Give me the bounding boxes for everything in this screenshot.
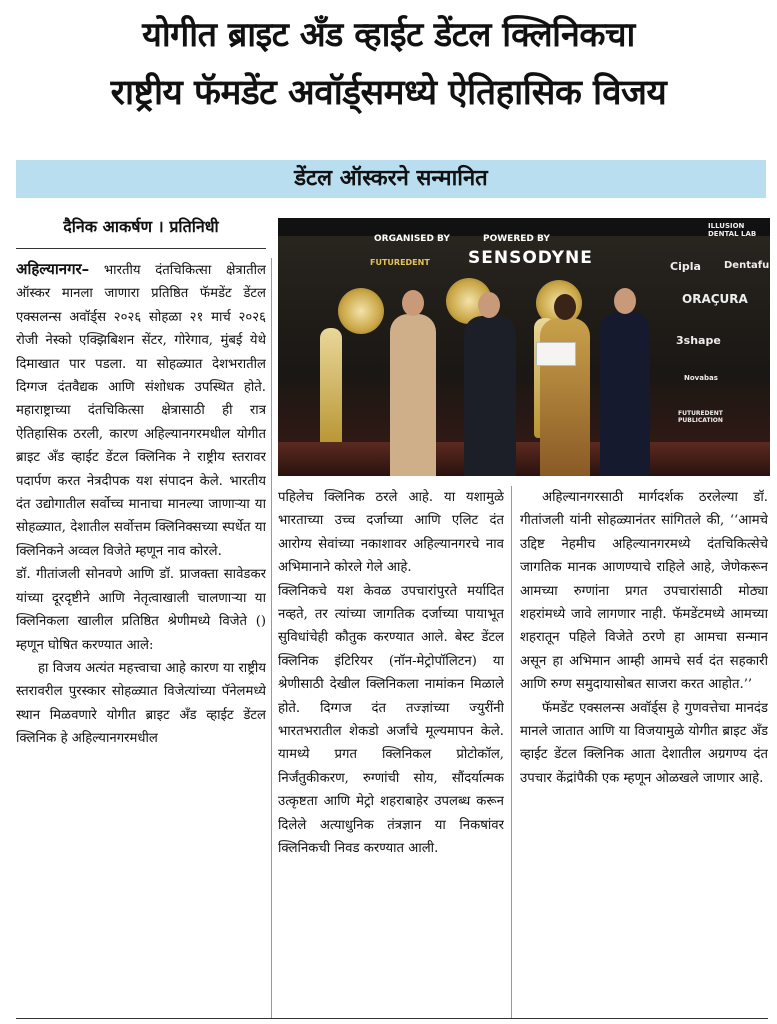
person-2 [464, 316, 516, 476]
headline-line-1: योगीत ब्राइट अँड व्हाईट डेंटल क्लिनिकचा [142, 15, 635, 55]
paragraph: पहिलेच क्लिनिक ठरले आहे. या यशामुळे भारताच्या उच्च दर्जाच्या आणि एलिट दंत आरोग्य सेवांच्या नकाशावर अहिल्यानगरचे नाव अभिमानाने कोरले गेले आहे. [278, 490, 504, 576]
paragraph: अहिल्यानगरसाठी मार्गदर्शक ठरलेल्या डॉ. गीतांजली यांनी सोहळ्यानंतर सांगितले की, ‘‘आमचे उद्दिष्ट नेहमीच अहिल्यानगरमध्ये दंतचिकित्सेचे जागतिक मानक आणण्याचे राहिले आहे, जेणेकरून आमच्या रुग्णांना प्रगत उपचारांसाठी मोठ्या शहरांमध्ये जावे लागणार नाही. फॅमडेंटमध्ये आमच्या शहरातून पहिले विजेते ठरणे हा आमचा सन्मान असून हा अभिमान आम्ही आमचे सर्व दंत सहकारी आणि रुग्ण समुदायासोबत साजरा करत आहोत.’’ [520, 490, 768, 693]
paragraph: फॅमडेंट एक्सलन्स अवॉर्ड्स हे गुणवत्तेचा मानदंड मानले जातात आणि या विजयामुळे योगीत ब्राइट अँड व्हाईट डेंटल क्लिनिक आता देशातील अग्रगण्य दंत उपचार केंद्रांपैकी एक म्हणून ओळखले जाणार आहे. [520, 700, 768, 786]
column-divider [271, 258, 272, 1018]
award-medallion [338, 288, 384, 334]
article-column-2 [278, 486, 504, 1018]
headline-line-2: राष्ट्रीय फॅमडेंट अवॉर्ड्समध्ये ऐतिहासिक विजय [110, 73, 667, 113]
sponsor-logo: FUTUREDENT PUBLICATION [678, 410, 723, 424]
paragraph [16, 258, 266, 563]
sponsor-logo: Cipla [670, 260, 701, 273]
paragraph: डॉ. गीतांजली सोनवणे आणि डॉ. प्राजक्ता सावेडकर यांच्या दूरदृष्टीने आणि नेतृत्वाखाली चालणाऱ्या या क्लिनिकला खालील प्रतिष्ठित श्रेणीमध्ये विजेते () म्हणून घोषित करण्यात आले: [16, 567, 266, 653]
person-4-head [614, 288, 636, 314]
organiser-logo: FUTUREDENT [370, 258, 430, 267]
powered-by-label: POWERED BY [483, 234, 550, 244]
sponsor-logo: ORAÇURA [682, 292, 748, 306]
sponsor-logo: 3shape [676, 334, 721, 347]
golden-statue [320, 328, 342, 448]
paragraph-text: भारतीय दंतचिकित्सा क्षेत्रातील ऑस्कर मानला जाणारा प्रतिष्ठित फॅमडेंट डेंटल एक्सलन्स अवॉर्ड्स २०२६ सोहळा २१ मार्च २०२६ रोजी नेस्को एक्झिबिशन सेंटर, गोरेगाव, मुंबई येथे दिमाखात पार पडला. या सोहळ्यात देशभरातील दिग्गज दंतवैद्यक आणि संशोधक उपस्थित होते. महाराष्ट्राच्या दंतचिकित्सा क्षेत्रासाठी ही रात्र ऐतिहासिक ठरली, कारण अहिल्यानगरमधील योगीत ब्राइट अँड व्हाईट डेंटल क्लिनिक ने राष्ट्रीय स्तरावर पदार्पण करत नेत्रदीपक यश संपादन केले. भारतीय दंत उद्योगातील सर्वोच्च मानाचा मानल्या जाणाऱ्या या सोहळ्यात, देशातील सर्वोत्तम क्लिनिक्सच्या स्पर्धेत या क्लिनिकने अव्वल विजेते म्हणून नाव कोरले. [16, 263, 266, 559]
certificate [536, 342, 576, 366]
person-3-head [554, 294, 576, 320]
bottom-divider [16, 1018, 768, 1019]
subheadline: डेंटल ऑस्करने सन्मानित [16, 160, 766, 198]
person-4 [600, 312, 650, 476]
paragraph: हा विजय अत्यंत महत्त्वाचा आहे कारण या राष्ट्रीय स्तरावरील पुरस्कार सोहळ्यात विजेत्यांच्या पॅनेलमध्ये स्थान मिळवणारे योगीत ब्राइट अँड व्हाईट डेंटल क्लिनिक हे अहिल्यानगरमधील [16, 660, 266, 747]
article-column-3 [520, 486, 768, 1018]
person-1-head [402, 290, 424, 316]
sponsor-logo: ILLUSION DENTAL LAB [708, 222, 757, 238]
column-divider [511, 486, 512, 1018]
sponsor-logo: Novabas [684, 374, 718, 382]
dateline: अहिल्यानगर– [16, 260, 90, 278]
person-1 [390, 314, 436, 476]
byline: दैनिक आकर्षण । प्रतिनिधी [63, 217, 219, 236]
article-column-1 [16, 258, 266, 1018]
byline-divider [16, 248, 266, 249]
stage-floor [278, 442, 770, 476]
sponsor-logo: Dentafu [724, 260, 770, 271]
paragraph: क्लिनिकचे यश केवळ उपचारांपुरते मर्यादित नव्हते, तर त्यांच्या जागतिक दर्जाच्या पायाभूत सुविधांचेही कौतुक करण्यात आले. बेस्ट डेंटल क्लिनिक इंटिरियर (नॉन-मेट्रोपॉलिटन) या श्रेणीसाठी देखील क्लिनिकला नामांकन मिळाले होते. दिग्गज दंत तज्ज्ञांच्या ज्युरींनी भारतभरातील शेकडो अर्जांचे मूल्यमापन केले. यामध्ये प्रगत क्लिनिकल प्रोटोकॉल, निर्जंतुकीकरण, रुग्णांची सोय, सौंदर्यात्मक उत्कृष्टता आणि मेट्रो शहराबाहेर उपलब्ध करून दिलेले अत्याधुनिक तंत्रज्ञान या निकषांवर क्लिनिकची निवड करण्यात आली. [278, 583, 504, 857]
headline [0, 6, 777, 122]
sensodyne-logo: SENSODYNE [468, 248, 593, 268]
organised-by-label: ORGANISED BY [374, 234, 450, 244]
person-2-head [478, 292, 500, 318]
award-ceremony-photo [278, 218, 770, 476]
